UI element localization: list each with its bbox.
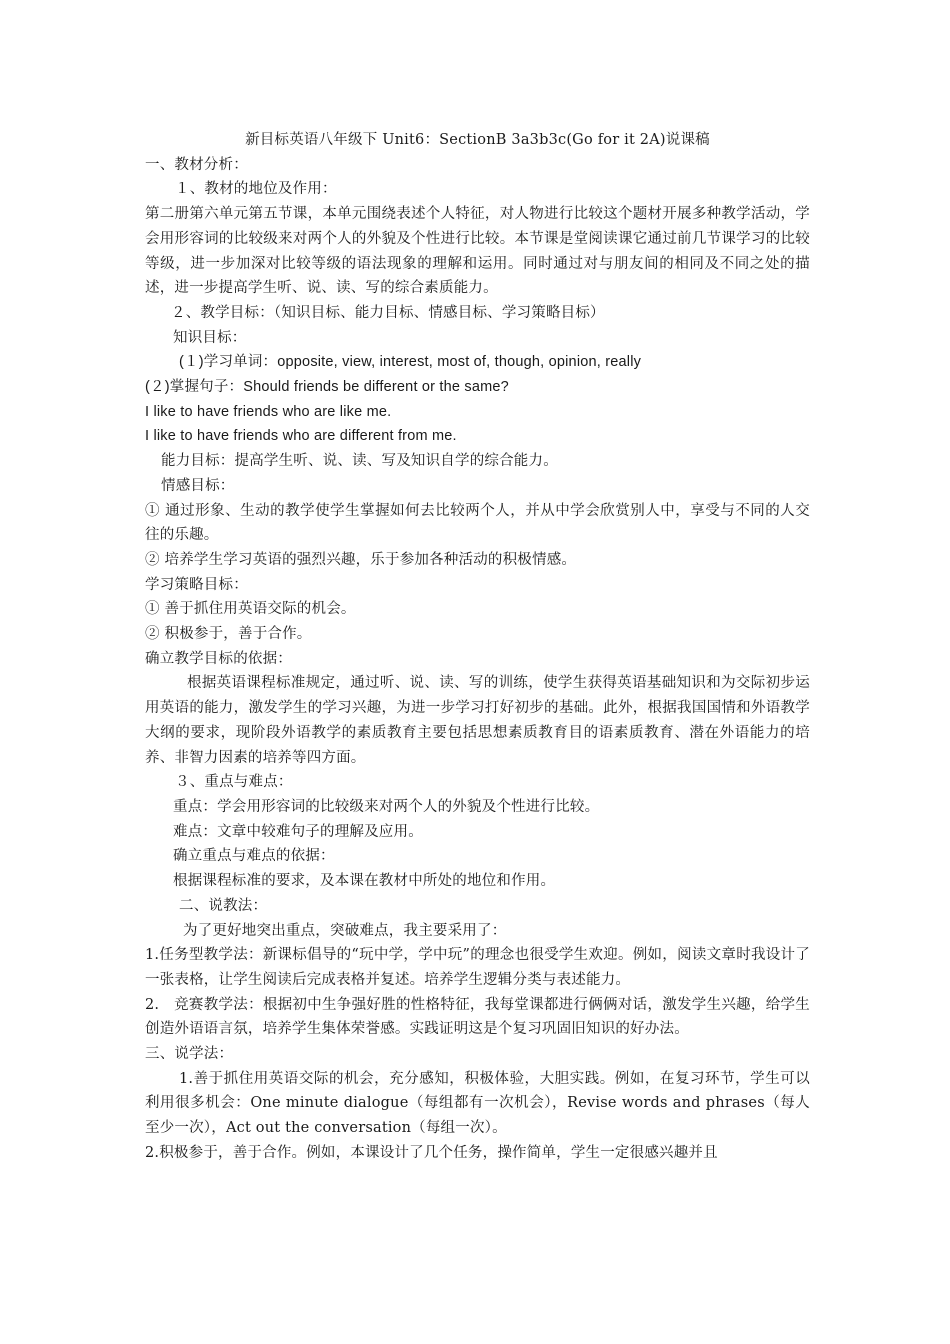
text-line: 能力目标：提高学生听、说、读、写及知识自学的综合能力。	[161, 453, 558, 470]
section-heading-1: 一、教材分析：	[145, 156, 248, 173]
text-line: 确立重点与难点的依据：	[173, 848, 335, 865]
section-heading-2: 二、说教法：	[179, 897, 268, 914]
text-line: 为了更好地突出重点，突破难点，我主要采用了：	[183, 922, 507, 939]
text-line: (１)学习单词：opposite, view, interest, most of, though, opinion, really	[179, 354, 642, 371]
text-line: (２)掌握句子：Should friends be different or the same?	[145, 379, 509, 396]
document-title: 新目标英语八年级下 Unit6：SectionB 3a3b3c(Go for it 2A)说课稿	[245, 132, 710, 148]
list-item: ① 通过形象、生动的教学使学生掌握如何去比较两个人，并从中学会欣赏别人中，享受与不同的人交往的乐趣。	[145, 502, 810, 544]
list-item: ① 善于抓住用英语交际的机会。	[145, 601, 356, 618]
text-line: 学习策略目标：	[145, 576, 248, 593]
paragraph: 1.善于抓住用英语交际的机会，充分感知，积极体验，大胆实践。例如，在复习环节，学生可以利用很多机会：One minute dialogue（每组都有一次机会），Revise words and phrases（每人至少一次），Act out the conversation（每组一次）。	[145, 1070, 810, 1137]
text-line: I like to have friends who are different from me.	[145, 428, 457, 445]
text-line: 情感目标：	[161, 477, 235, 494]
text-line: 知识目标：	[173, 329, 247, 346]
document-page	[145, 128, 810, 1166]
text-line: 重点：学会用形容词的比较级来对两个人的外貌及个性进行比较。	[173, 798, 600, 815]
text-line: 难点：文章中较难句子的理解及应用。	[173, 823, 423, 840]
subsection-heading: ３、重点与难点：	[175, 774, 293, 791]
section-heading-3: 三、说学法：	[145, 1046, 234, 1063]
paragraph: 2. 竞赛教学法：根据初中生争强好胜的性格特征，我每堂课都进行俩俩对话，激发学生兴趣，给学生创造外语语言氛，培养学生集体荣誉感。实践证明这是个复习巩固旧知识的好办法。	[145, 996, 810, 1038]
list-item: ② 积极参于，善于合作。	[145, 626, 312, 643]
paragraph: 第二册第六单元第五节课，本单元围绕表述个人特征，对人物进行比较这个题材开展多种教学活动，学会用形容词的比较级来对两个人的外貌及个性进行比较。本节课是堂阅读课它通过前几节课学习的比较等级，进一步加深对比较等级的语法现象的理解和运用。同时通过对与朋友间的相同及不同之处的描述，进一步提高学生听、说、读、写的综合素质能力。	[145, 206, 810, 297]
list-item: ② 培养学生学习英语的强烈兴趣，乐于参加各种活动的积极情感。	[145, 551, 577, 568]
text-line: I like to have friends who are like me.	[145, 403, 392, 420]
paragraph: 1.任务型教学法：新课标倡导的“玩中学，学中玩”的理念也很受学生欢迎。例如，阅读文章时我设计了一张表格，让学生阅读后完成表格并复述。培养学生逻辑分类与表述能力。	[145, 947, 810, 988]
subsection-heading: ２、教学目标：（知识目标、能力目标、情感目标、学习策略目标）	[171, 304, 605, 321]
subsection-heading: １、教材的地位及作用：	[175, 181, 337, 198]
text-line: 确立教学目标的依据：	[145, 650, 292, 667]
paragraph: 2.积极参于，善于合作。例如，本课设计了几个任务，操作简单，学生一定很感兴趣并且	[145, 1144, 718, 1161]
text-line: 根据课程标准的要求，及本课在教材中所处的地位和作用。	[173, 873, 556, 890]
paragraph: 根据英语课程标准规定，通过听、说、读、写的训练，使学生获得英语基础知识和为交际初步运用英语的能力，激发学生的学习兴趣，为进一步学习打好初步的基础。此外，根据我国国情和外语教学大纲的要求，现阶段外语教学的素质教育主要包括思想素质教育目的语素质教育、潜在外语能力的培养、非智力因素的培养等四方面。	[145, 675, 810, 766]
